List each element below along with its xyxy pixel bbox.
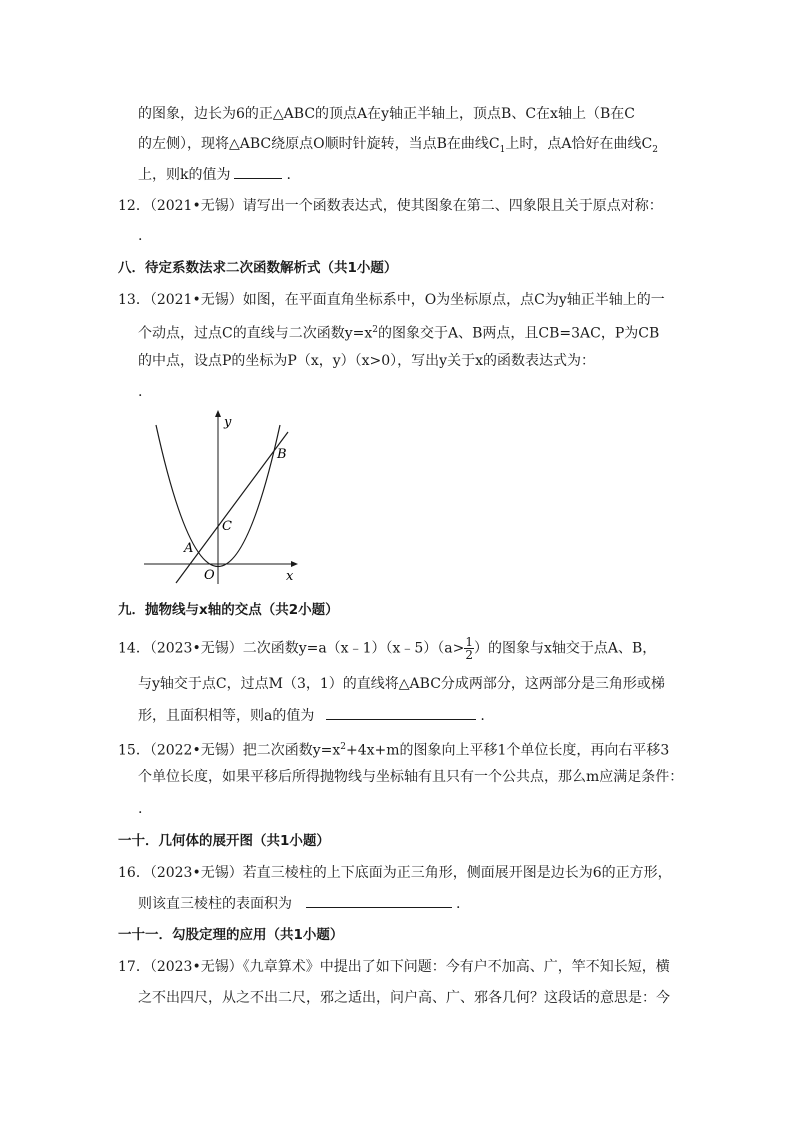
- text-line: 上，则k的值为 .: [138, 164, 291, 185]
- answer-period: .: [138, 801, 143, 817]
- section-heading-10: 一十．几何体的展开图（共1小题）: [118, 833, 330, 849]
- text-line: 的图象，边长为6的正△ABC的顶点A在y轴正半轴上，顶点B、C在x轴上（B在C: [138, 106, 635, 122]
- y-axis-arrow: [215, 410, 221, 417]
- x-axis-arrow: [291, 561, 298, 567]
- label-x: x: [286, 569, 294, 584]
- label-c: C: [222, 519, 232, 534]
- answer-period: .: [138, 228, 143, 244]
- fraction: $\frac{1}{2}$: [465, 635, 474, 662]
- secant-line: [176, 432, 288, 583]
- label-a: A: [184, 541, 194, 556]
- question-12: 12．（2021•无锡）请写出一个函数表达式，使其图象在第二、四象限且关于原点对称：: [118, 198, 663, 214]
- answer-blank[interactable]: [326, 705, 476, 720]
- text-line: 形，且面积相等，则a的值为 .: [138, 705, 485, 726]
- text-line: 个单位长度，如果平移后所得抛物线与坐标轴有且只有一个公共点，那么m应满足条件：: [138, 769, 684, 785]
- answer-blank[interactable]: [306, 893, 452, 908]
- text-line: 的左侧），现将△ABC绕原点O顺时针旋转，当点B在曲线$C_1$上时，点A恰好在曲线$C_2$: [138, 136, 658, 155]
- question-16: 16．（2023•无锡）若直三棱柱的上下底面为正三角形，侧面展开图是边长为6的正方形，: [118, 865, 672, 881]
- label-y: y: [224, 415, 232, 430]
- text-line: 的中点，设点P的坐标为P（x，y）（x>0），写出y关于x的函数表达式为：: [138, 353, 595, 369]
- text-line: 则该直三棱柱的表面积为 .: [138, 893, 460, 914]
- label-b: B: [277, 447, 287, 462]
- label-o: O: [204, 568, 215, 583]
- question-15: 15．（2022•无锡）把二次函数$y=x^2+4x+m$的图象向上平移1个单位长度，再向右平移3: [118, 742, 670, 759]
- section-heading-11: 一十一．勾股定理的应用（共1小题）: [118, 927, 344, 943]
- text-line: 个动点，过点C的直线与二次函数$y=x^2$的图象交于A、B两点，且CB=3AC，P为CB: [138, 325, 660, 342]
- question-14: 14．（2023•无锡）二次函数y=a（x﹣1）（x﹣5）（a> $\frac{1}{2}$ ）的图象与x轴交于点A、B，: [118, 635, 657, 662]
- text-line: 与y轴交于点C，过点M（3，1）的直线将△ABC分成两部分，这两部分是三角形或梯: [138, 676, 665, 692]
- answer-period: .: [138, 384, 143, 400]
- section-heading-9: 九．抛物线与x轴的交点（共2小题）: [118, 602, 339, 618]
- answer-blank[interactable]: [234, 164, 282, 179]
- section-heading-8: 八．待定系数法求二次函数解析式（共1小题）: [118, 260, 398, 276]
- text-line: 之不出四尺，从之不出二尺，邪之适出，问户高、广、邪各几何？这段话的意思是：今: [138, 990, 670, 1006]
- parabola-figure: [138, 408, 298, 586]
- question-17: 17．（2023•无锡）《九章算术》中提出了如下问题：今有户不加高、广，竿不知长短，横: [118, 959, 670, 975]
- question-13: 13．（2021•无锡）如图，在平面直角坐标系中，O为坐标原点，点C为y轴正半轴上的一: [118, 292, 665, 308]
